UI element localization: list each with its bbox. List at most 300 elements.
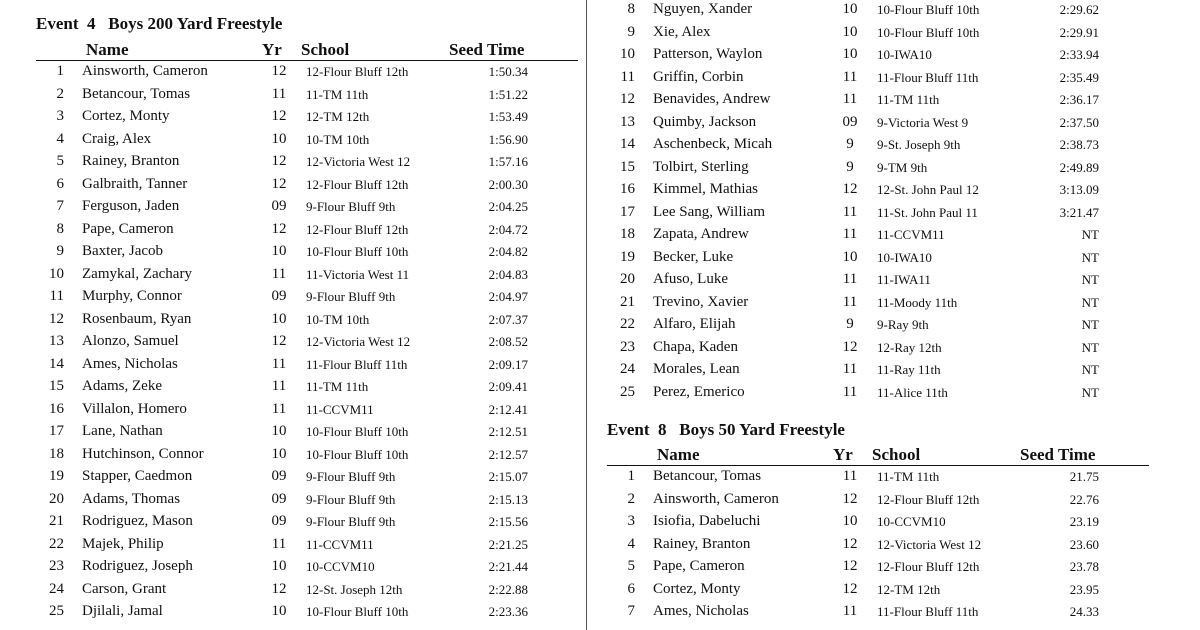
table-row (607, 555, 1149, 578)
swimmer-name: Lee Sang, William (653, 203, 766, 220)
school-cell: 12-Flour Bluff 12th (306, 64, 409, 79)
year-cell: 11 (842, 91, 858, 107)
table-row (607, 381, 1149, 404)
swimmer-name: Perez, Emerico (653, 383, 745, 400)
year-cell: 12 (842, 490, 858, 507)
school-cell: 12-Flour Bluff 12th (306, 176, 409, 192)
header-seed-time: Seed Time (449, 40, 525, 59)
swimmer-name: Quimby, Jackson (653, 113, 757, 130)
table-row (36, 533, 578, 556)
seed-time-cell: 2:37.50 (1059, 114, 1099, 130)
swimmer-name: Pape, Cameron (82, 220, 174, 237)
year-cell: 11 (842, 226, 858, 242)
place-cell: 3 (627, 513, 635, 529)
seed-time-cell: 2:15.56 (488, 514, 528, 529)
swimmer-name: Patterson, Waylon (653, 46, 763, 62)
place-cell: 5 (627, 558, 635, 574)
table-row (36, 420, 578, 443)
place-cell: 11 (49, 288, 64, 304)
place-cell: 22 (620, 316, 635, 332)
seed-time-cell: NT (1081, 249, 1099, 265)
seed-time-cell: 2:35.49 (1059, 69, 1099, 85)
swimmer-name: Rodriguez, Mason (82, 513, 193, 529)
swimmer-name: Galbraith, Tanner (82, 175, 188, 192)
year-cell: 11 (842, 383, 858, 400)
swimmer-name: Benavides, Andrew (653, 91, 771, 107)
place-cell: 12 (620, 91, 635, 107)
header-seed-time: Seed Time (1020, 445, 1096, 464)
year-cell: 12 (271, 108, 287, 124)
swimmer-name: Majek, Philip (82, 535, 164, 552)
seed-time-cell: 2:15.13 (488, 491, 528, 507)
year-cell: 10 (271, 603, 287, 619)
seed-time-cell: 2:08.52 (488, 334, 528, 349)
year-cell: 11 (271, 400, 287, 417)
place-cell: 10 (620, 46, 635, 62)
school-cell: 10-Flour Bluff 10th (877, 2, 980, 17)
school-cell: 11-CCVM11 (306, 401, 374, 417)
table-row (607, 578, 1149, 601)
seed-time-cell: NT (1081, 227, 1099, 242)
swimmer-name: Ainsworth, Cameron (653, 490, 779, 507)
year-cell: 10 (271, 558, 287, 574)
place-cell: 16 (49, 400, 64, 417)
school-cell: 10-IWA10 (877, 47, 932, 62)
place-cell: 7 (627, 603, 635, 619)
school-cell: 10-TM 10th (306, 311, 370, 327)
school-cell: 9-Victoria West 9 (877, 114, 969, 130)
table-row (36, 308, 578, 331)
place-cell: 15 (49, 378, 64, 394)
swimmer-name: Ames, Nicholas (82, 355, 178, 372)
seed-time-cell: NT (1081, 294, 1099, 310)
swimmer-name: Alfaro, Elijah (653, 316, 736, 332)
swimmer-name: Rodriguez, Joseph (82, 558, 193, 574)
table-row (36, 465, 578, 488)
school-cell: 10-Flour Bluff 10th (877, 24, 980, 40)
swimmer-name: Djilali, Jamal (82, 603, 163, 619)
year-cell: 12 (842, 580, 858, 597)
seed-time-cell: 2:09.41 (488, 379, 528, 394)
event-8-rows (607, 465, 1149, 623)
table-row (607, 600, 1149, 623)
swimmer-name: Hutchinson, Connor (82, 445, 204, 462)
table-row (607, 0, 1149, 21)
place-cell: 12 (49, 310, 64, 327)
year-cell: 09 (271, 490, 287, 507)
place-cell: 20 (49, 490, 64, 507)
place-cell: 8 (56, 220, 64, 237)
seed-time-cell: 1:57.16 (488, 154, 528, 169)
place-cell: 15 (620, 158, 635, 175)
place-cell: 4 (56, 130, 64, 147)
school-cell: 12-Victoria West 12 (877, 536, 982, 552)
school-cell: 12-TM 12th (306, 109, 370, 124)
table-row (36, 330, 578, 353)
table-row (607, 246, 1149, 269)
year-cell: 11 (842, 603, 858, 619)
year-cell: 11 (271, 378, 287, 394)
school-cell: 9-Flour Bluff 9th (306, 469, 396, 484)
swimmer-name: Adams, Thomas (82, 490, 181, 507)
seed-time-cell: 2:04.25 (488, 199, 528, 214)
school-cell: 11-TM 11th (306, 379, 369, 394)
seed-time-cell: 1:56.90 (488, 131, 528, 147)
swimmer-name: Zamykal, Zachary (82, 265, 192, 282)
table-row (36, 353, 578, 376)
seed-time-cell: 1:51.22 (488, 86, 528, 102)
swimmer-name: Zapata, Andrew (653, 226, 749, 242)
school-cell: 11-Flour Bluff 11th (306, 356, 408, 372)
swimmer-name: Afuso, Luke (653, 271, 728, 287)
year-cell: 12 (842, 338, 858, 355)
school-cell: 12-Flour Bluff 12th (306, 221, 409, 237)
table-row (607, 291, 1149, 314)
seed-time-cell: 2:33.94 (1059, 47, 1099, 62)
table-row (36, 488, 578, 511)
school-cell: 10-CCVM10 (306, 559, 375, 574)
swimmer-name: Isiofia, Dabeluchi (653, 513, 761, 529)
seed-time-cell: 2:29.91 (1059, 24, 1099, 40)
seed-time-cell: 23.19 (1069, 514, 1099, 529)
place-cell: 24 (620, 361, 635, 377)
table-row (607, 178, 1149, 201)
swimmer-name: Betancour, Tomas (82, 85, 191, 102)
year-cell: 9 (846, 136, 854, 152)
year-cell: 10 (842, 248, 858, 265)
table-row (36, 173, 578, 196)
table-row (36, 285, 578, 308)
year-cell: 09 (842, 113, 858, 130)
year-cell: 11 (842, 293, 858, 310)
year-cell: 10 (271, 445, 287, 462)
header-yr: Yr (262, 40, 282, 59)
seed-time-cell: 3:21.47 (1059, 204, 1099, 220)
year-cell: 11 (271, 265, 287, 282)
year-cell: 10 (842, 23, 858, 40)
place-cell: 9 (627, 23, 635, 40)
table-row (607, 156, 1149, 179)
year-cell: 11 (842, 468, 858, 484)
swimmer-name: Baxter, Jacob (82, 243, 164, 259)
swimmer-name: Carson, Grant (82, 580, 167, 597)
table-row (607, 268, 1149, 291)
swimmer-name: Nguyen, Xander (653, 1, 753, 17)
place-cell: 4 (627, 535, 635, 552)
header-name: Name (86, 40, 129, 59)
place-cell: 14 (49, 355, 64, 372)
school-cell: 12-TM 12th (877, 581, 941, 597)
school-cell: 11-Flour Bluff 11th (877, 604, 979, 619)
school-cell: 10-Flour Bluff 10th (306, 424, 409, 439)
seed-time-cell: 23.95 (1069, 581, 1099, 597)
table-row (36, 150, 578, 173)
table-row (607, 201, 1149, 224)
place-cell: 9 (56, 243, 64, 259)
swimmer-name: Ames, Nicholas (653, 603, 749, 619)
year-cell: 11 (271, 355, 287, 372)
place-cell: 16 (620, 181, 635, 197)
table-row (36, 105, 578, 128)
school-cell: 9-Flour Bluff 9th (306, 199, 396, 214)
seed-time-cell: 2:22.88 (488, 581, 528, 597)
column-divider (586, 0, 587, 630)
year-cell: 12 (842, 558, 858, 574)
school-cell: 11-Ray 11th (877, 362, 941, 377)
school-cell: 12-Flour Bluff 12th (877, 491, 980, 507)
place-cell: 25 (620, 383, 635, 400)
seed-time-cell: 2:04.82 (488, 244, 528, 259)
year-cell: 10 (842, 46, 858, 62)
school-cell: 10-TM 10th (306, 131, 370, 147)
table-row (607, 66, 1149, 89)
school-cell: 11-TM 11th (306, 86, 369, 102)
seed-time-cell: 2:04.97 (488, 289, 528, 304)
table-row (607, 111, 1149, 134)
year-cell: 11 (842, 203, 858, 220)
header-yr: Yr (833, 445, 853, 464)
school-cell: 9-St. Joseph 9th (877, 137, 961, 152)
table-row (607, 88, 1149, 111)
table-row (36, 240, 578, 263)
place-cell: 6 (627, 580, 635, 597)
year-cell: 10 (842, 513, 858, 529)
table-row (607, 133, 1149, 156)
seed-time-cell: 2:00.30 (488, 176, 528, 192)
year-cell: 9 (846, 158, 854, 175)
school-cell: 9-Flour Bluff 9th (306, 491, 396, 507)
swimmer-name: Kimmel, Mathias (653, 181, 758, 197)
school-cell: 12-St. Joseph 12th (306, 581, 403, 597)
swimmer-name: Pape, Cameron (653, 558, 745, 574)
school-cell: 11-Moody 11th (877, 294, 958, 310)
place-cell: 2 (627, 490, 635, 507)
seed-time-cell: 2:38.73 (1059, 137, 1099, 152)
event-4-header-row (36, 38, 578, 61)
place-cell: 18 (620, 226, 635, 242)
school-cell: 11-CCVM11 (877, 227, 945, 242)
swimmer-name: Murphy, Connor (82, 288, 182, 304)
header-name: Name (657, 445, 700, 464)
school-cell: 11-TM 11th (877, 469, 940, 484)
table-row (607, 336, 1149, 359)
seed-time-cell: 23.78 (1069, 559, 1099, 574)
place-cell: 19 (620, 248, 635, 265)
seed-time-cell: 3:13.09 (1059, 182, 1099, 197)
swimmer-name: Becker, Luke (653, 248, 734, 265)
table-row (36, 555, 578, 578)
table-row (36, 128, 578, 151)
swimmer-name: Betancour, Tomas (653, 468, 762, 484)
place-cell: 22 (49, 535, 64, 552)
seed-time-cell: 24.33 (1069, 604, 1099, 619)
seed-time-cell: 2:04.83 (488, 266, 528, 282)
year-cell: 12 (842, 535, 858, 552)
school-cell: 9-Ray 9th (877, 317, 929, 332)
swimmer-name: Cortez, Monty (82, 108, 170, 124)
place-cell: 19 (49, 468, 64, 484)
table-row (36, 263, 578, 286)
event-8-title: Event 8 Boys 50 Yard Freestyle (607, 420, 845, 439)
year-cell: 10 (271, 423, 287, 439)
place-cell: 13 (620, 113, 635, 130)
place-cell: 23 (620, 338, 635, 355)
place-cell: 1 (627, 468, 635, 484)
seed-time-cell: 1:53.49 (488, 109, 528, 124)
school-cell: 12-St. John Paul 12 (877, 182, 979, 197)
school-cell: 11-Alice 11th (877, 384, 948, 400)
year-cell: 10 (842, 1, 858, 17)
year-cell: 10 (271, 310, 287, 327)
table-row (36, 398, 578, 421)
table-row (607, 533, 1149, 556)
table-row (607, 488, 1149, 511)
school-cell: 11-Flour Bluff 11th (877, 69, 979, 85)
swimmer-name: Aschenbeck, Micah (653, 136, 773, 152)
place-cell: 13 (49, 333, 64, 349)
year-cell: 12 (271, 580, 287, 597)
table-row (36, 195, 578, 218)
school-cell: 10-Flour Bluff 10th (306, 244, 409, 259)
swimmer-name: Morales, Lean (653, 361, 740, 377)
year-cell: 09 (271, 288, 287, 304)
seed-time-cell: 23.60 (1069, 536, 1099, 552)
school-cell: 9-Flour Bluff 9th (306, 289, 396, 304)
swimmer-name: Ferguson, Jaden (82, 198, 180, 214)
swimmer-name: Adams, Zeke (82, 378, 162, 394)
swimmer-name: Ainsworth, Cameron (82, 63, 208, 79)
place-cell: 18 (49, 445, 64, 462)
year-cell: 09 (271, 513, 287, 529)
table-row (36, 375, 578, 398)
place-cell: 23 (49, 558, 64, 574)
place-cell: 24 (49, 580, 64, 597)
year-cell: 12 (271, 333, 287, 349)
table-row (607, 313, 1149, 336)
place-cell: 2 (56, 85, 64, 102)
seed-time-cell: 2:07.37 (488, 311, 528, 327)
place-cell: 6 (56, 175, 64, 192)
swimmer-name: Xie, Alex (653, 23, 711, 40)
seed-time-cell: 22.76 (1069, 491, 1099, 507)
swimmer-name: Cortez, Monty (653, 580, 741, 597)
seed-time-cell: NT (1081, 317, 1099, 332)
seed-time-cell: 2:29.62 (1059, 2, 1099, 17)
seed-time-cell: 21.75 (1069, 469, 1099, 484)
seed-time-cell: 2:09.17 (488, 356, 528, 372)
table-row (607, 223, 1149, 246)
table-row (607, 21, 1149, 44)
year-cell: 11 (271, 535, 287, 552)
school-cell: 12-Victoria West 12 (306, 334, 411, 349)
school-cell: 11-St. John Paul 11 (877, 204, 978, 220)
seed-time-cell: NT (1081, 384, 1099, 400)
seed-time-cell: 2:12.51 (488, 424, 528, 439)
place-cell: 21 (620, 293, 635, 310)
place-cell: 1 (56, 63, 64, 79)
event-4-title: Event 4 Boys 200 Yard Freestyle (36, 14, 283, 33)
year-cell: 11 (842, 68, 858, 85)
swimmer-name: Stapper, Caedmon (82, 468, 193, 484)
table-row (607, 358, 1149, 381)
place-cell: 25 (49, 603, 64, 619)
year-cell: 10 (271, 243, 287, 259)
event-4-continued-rows (607, 0, 1149, 403)
swimmer-name: Alonzo, Samuel (82, 333, 179, 349)
swimmer-name: Lane, Nathan (82, 423, 163, 439)
school-cell: 11-IWA11 (877, 272, 931, 287)
table-row (36, 60, 578, 83)
place-cell: 17 (620, 203, 635, 220)
school-cell: 10-Flour Bluff 10th (306, 604, 409, 619)
school-cell: 9-Flour Bluff 9th (306, 514, 396, 529)
swimmer-name: Craig, Alex (82, 130, 152, 147)
swimmer-name: Rainey, Branton (653, 535, 751, 552)
year-cell: 9 (846, 316, 854, 332)
year-cell: 11 (271, 85, 287, 102)
seed-time-cell: 2:21.25 (488, 536, 528, 552)
swimmer-name: Trevino, Xavier (653, 293, 749, 310)
seed-time-cell: NT (1081, 362, 1099, 377)
year-cell: 12 (271, 175, 287, 192)
table-row (607, 43, 1149, 66)
table-row (36, 510, 578, 533)
table-row (607, 465, 1149, 488)
place-cell: 20 (620, 271, 635, 287)
event-4-rows (36, 60, 578, 623)
swimmer-name: Rainey, Branton (82, 153, 180, 169)
event-8-header-row (607, 443, 1149, 466)
seed-time-cell: 2:15.07 (488, 469, 528, 484)
year-cell: 12 (271, 220, 287, 237)
seed-time-cell: 2:12.41 (488, 401, 528, 417)
school-cell: 12-Victoria West 12 (306, 154, 411, 169)
seed-time-cell: 2:12.57 (488, 446, 528, 462)
place-cell: 21 (49, 513, 64, 529)
school-cell: 10-Flour Bluff 10th (306, 446, 409, 462)
year-cell: 12 (271, 63, 287, 79)
place-cell: 8 (627, 1, 635, 17)
seed-time-cell: NT (1081, 272, 1099, 287)
year-cell: 10 (271, 130, 287, 147)
seed-time-cell: 2:49.89 (1059, 159, 1099, 175)
place-cell: 11 (620, 68, 635, 85)
place-cell: 14 (620, 136, 635, 152)
table-row (36, 218, 578, 241)
header-school: School (872, 445, 921, 464)
school-cell: 11-CCVM11 (306, 536, 374, 552)
table-row (36, 83, 578, 106)
header-school: School (301, 40, 350, 59)
swimmer-name: Tolbirt, Sterling (653, 158, 749, 175)
school-cell: 12-Flour Bluff 12th (877, 559, 980, 574)
place-cell: 7 (56, 198, 64, 214)
school-cell: 12-Ray 12th (877, 339, 942, 355)
seed-time-cell: 1:50.34 (488, 64, 528, 79)
year-cell: 11 (842, 361, 858, 377)
seed-time-cell: 2:04.72 (488, 221, 528, 237)
year-cell: 12 (842, 181, 858, 197)
school-cell: 11-Victoria West 11 (306, 266, 410, 282)
swimmer-name: Griffin, Corbin (653, 68, 744, 85)
school-cell: 10-CCVM10 (877, 514, 946, 529)
school-cell: 10-IWA10 (877, 249, 932, 265)
year-cell: 09 (271, 198, 287, 214)
seed-time-cell: 2:21.44 (488, 559, 528, 574)
year-cell: 11 (842, 271, 858, 287)
swimmer-name: Chapa, Kaden (653, 338, 738, 355)
table-row (36, 443, 578, 466)
